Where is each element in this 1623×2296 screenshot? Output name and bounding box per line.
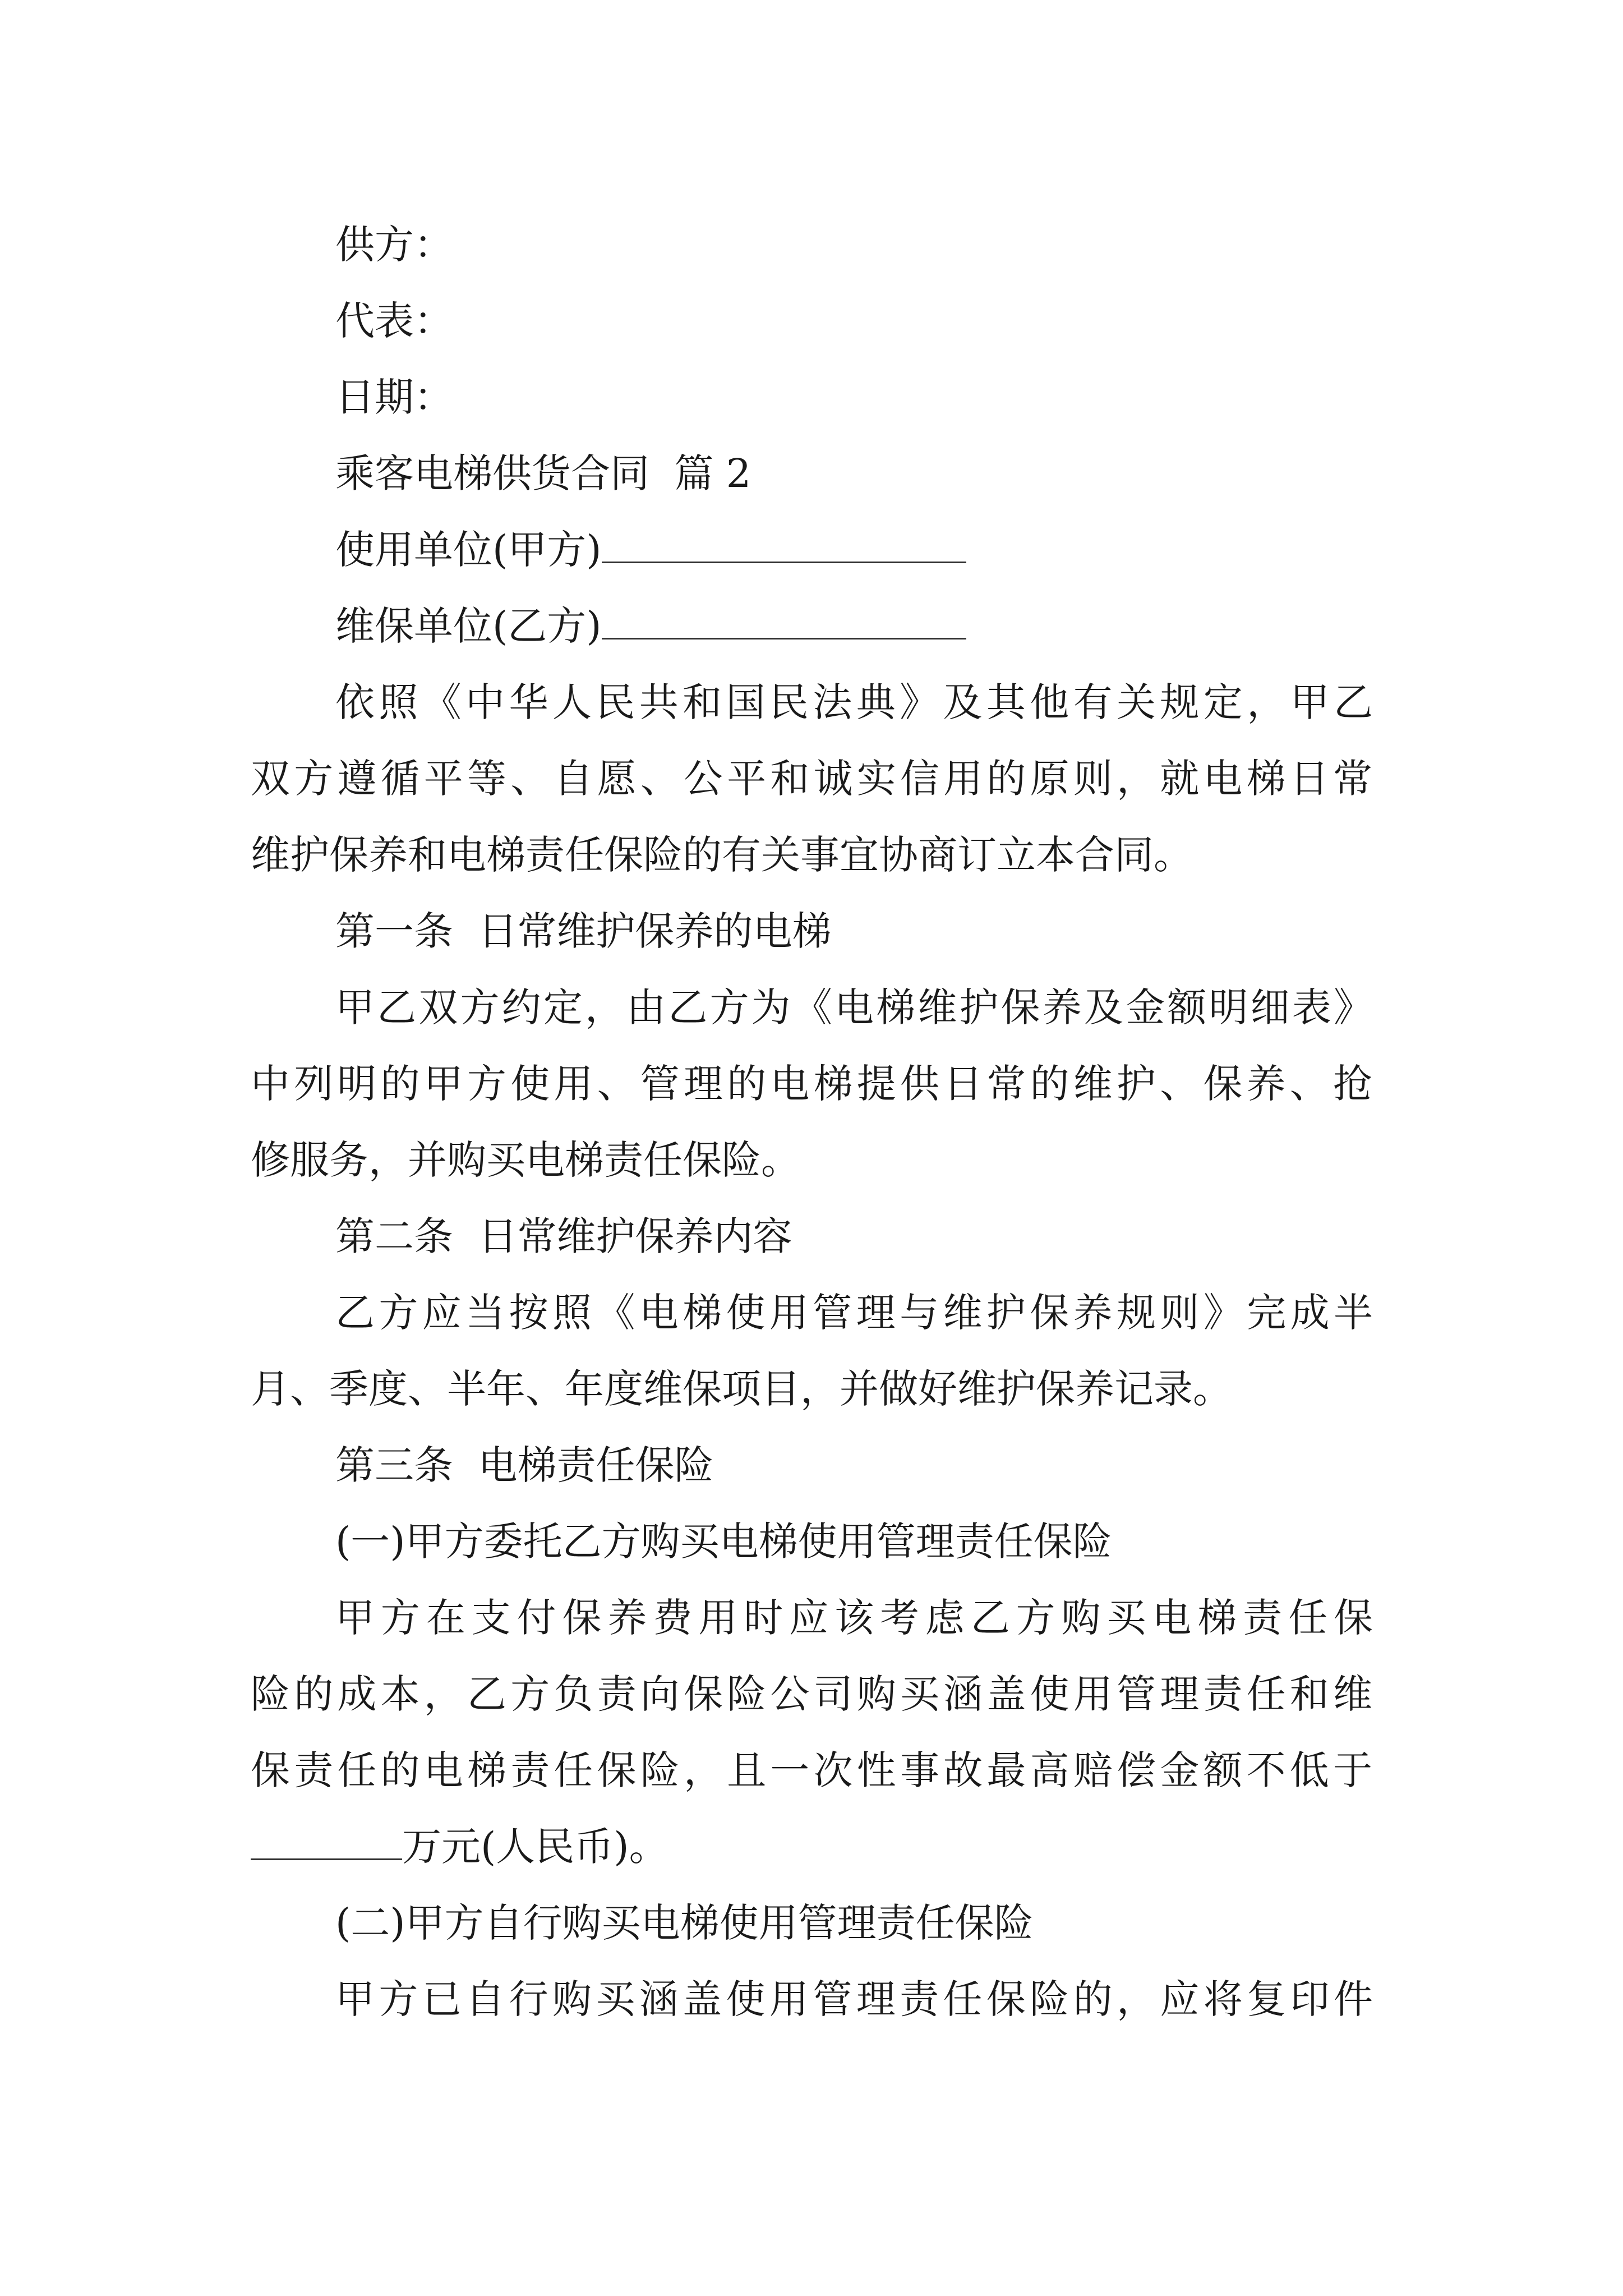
article3-heading: 第三条 电梯责任保险 <box>335 1442 714 1488</box>
article3-sub2-heading: (二)甲方自行购买电梯使用管理责任保险 <box>335 1900 1034 1946</box>
supplier-label: 供方： <box>335 222 453 268</box>
article1-line-2: 中列明的甲方使用、管理的电梯提供日常的维护、保养、抢 <box>251 1061 1372 1107</box>
article3-sub1-line-1: 甲方在支付保养费用时应该考虑乙方购买电梯责任保 <box>335 1595 1373 1641</box>
maintenance-unit-blank <box>602 599 966 639</box>
preamble-line-3: 维护保养和电梯责任保险的有关事宜协商订立本合同。 <box>251 832 1193 878</box>
amount-blank <box>251 1819 402 1860</box>
article1-heading: 第一条 日常维护保养的电梯 <box>335 908 832 954</box>
article2-line-2: 月、季度、半年、年度维保项目，并做好维护保养记录。 <box>251 1366 1232 1412</box>
preamble-line-2: 双方遵循平等、自愿、公平和诚实信用的原则，就电梯日常 <box>251 756 1372 802</box>
user-unit-label: 使用单位(甲方) <box>335 527 602 573</box>
article3-sub1-line-3: 保责任的电梯责任保险，且一次性事故最高赔偿金额不低于 <box>251 1747 1372 1793</box>
article3-sub1-heading: (一)甲方委托乙方购买电梯使用管理责任保险 <box>335 1519 1112 1565</box>
preamble-line-1: 依照《中华人民共和国民法典》及其他有关规定，甲乙 <box>335 679 1373 725</box>
user-unit-blank <box>602 522 966 563</box>
article1-line-1: 甲乙双方约定，由乙方为《电梯维护保养及金额明细表》 <box>335 984 1373 1030</box>
maintenance-unit-label: 维保单位(乙方) <box>335 603 602 649</box>
article3-sub1-line-2: 险的成本，乙方负责向保险公司购买涵盖使用管理责任和维 <box>251 1671 1372 1717</box>
date-label: 日期： <box>335 374 453 420</box>
user-unit-line <box>335 522 966 578</box>
maintenance-unit-line <box>335 598 966 654</box>
article2-heading: 第二条 日常维护保养内容 <box>335 1213 792 1259</box>
section-title: 乘客电梯供货合同 篇 2 <box>335 450 751 496</box>
article2-line-1: 乙方应当按照《电梯使用管理与维护保养规则》完成半 <box>335 1290 1373 1336</box>
article3-sub1-line-4 <box>251 1819 668 1875</box>
amount-suffix: 万元(人民币)。 <box>402 1824 668 1870</box>
article1-line-3: 修服务，并购买电梯责任保险。 <box>251 1137 800 1183</box>
representative-label: 代表： <box>335 298 453 344</box>
article3-sub2-line-1: 甲方已自行购买涵盖使用管理责任保险的，应将复印件 <box>335 1976 1373 2022</box>
